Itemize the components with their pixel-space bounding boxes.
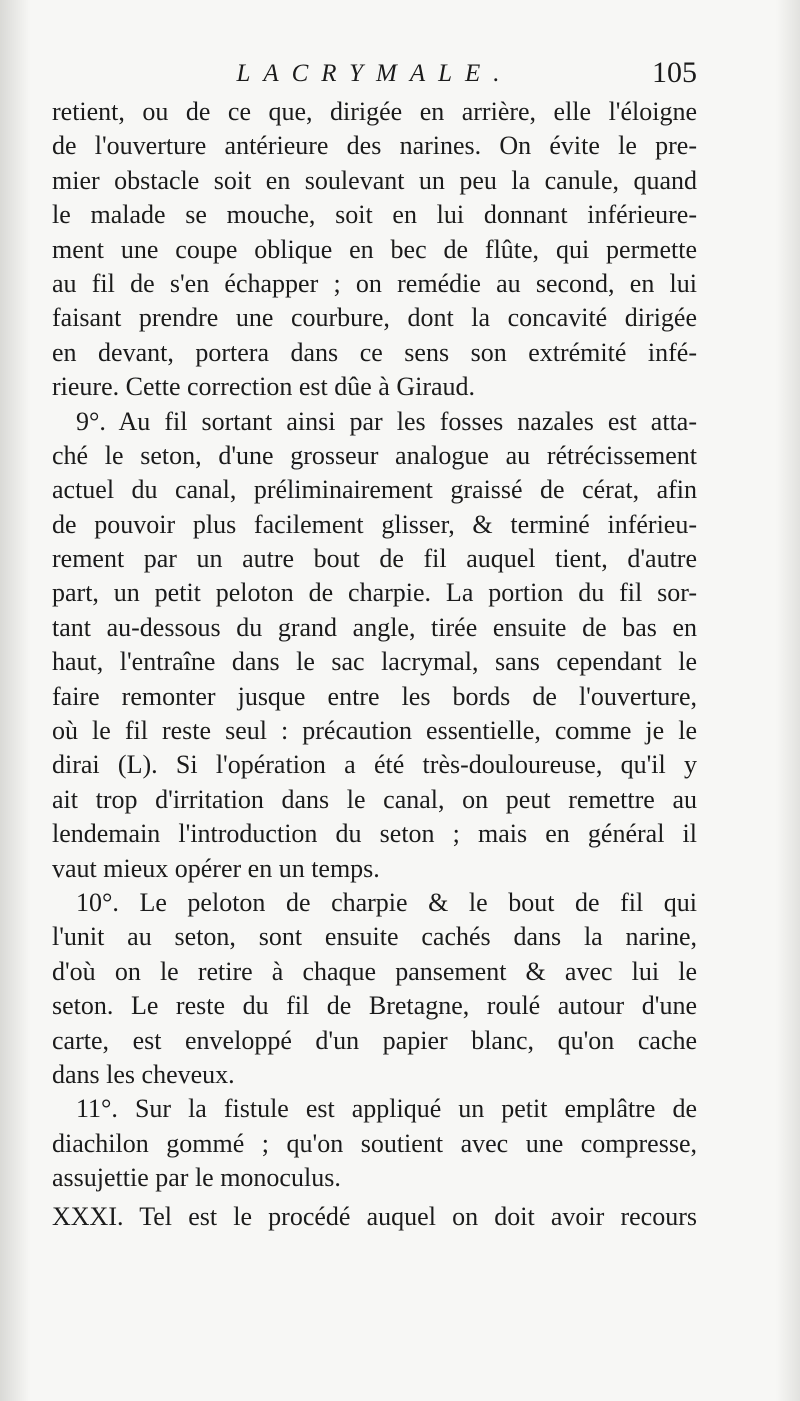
text-line: seton. Le reste du fil de Bretagne, roulé autour d'une	[52, 991, 697, 1021]
text-line: carte, est enveloppé d'un papier blanc, qu'on cache	[52, 1025, 697, 1055]
text-line: lendemain l'introduction du seton ; mais en général il	[52, 819, 697, 849]
text-line: faire remonter jusque entre les bords de l'ouverture,	[52, 681, 697, 711]
text-line: vaut mieux opérer en un temps.	[52, 853, 380, 883]
text-line: XXXI. Tel est le procédé auquel on doit avoir recours	[52, 1201, 697, 1231]
text-line: tant au-dessous du grand angle, tirée ensuite de bas en	[52, 612, 697, 642]
text-line: le malade se mouche, soit en lui donnant inférieure-	[52, 200, 697, 230]
body-text	[52, 95, 697, 1234]
text-line: faisant prendre une courbure, dont la concavité dirigée	[52, 303, 697, 333]
text-line: ait trop d'irritation dans le canal, on peut remettre au	[52, 784, 697, 814]
running-title: LACRYMALE.	[236, 60, 513, 87]
text-line: où le fil reste seul : précaution essentielle, comme je le	[52, 716, 697, 746]
text-line: mier obstacle soit en soulevant un peu la canule, quand	[52, 165, 697, 195]
text-line: 9°. Au fil sortant ainsi par les fosses nazales est atta-	[76, 406, 697, 436]
page-number: 105	[652, 56, 697, 89]
running-head	[52, 56, 697, 94]
text-line: assujettie par le monoculus.	[52, 1163, 341, 1193]
text-line: rement par un autre bout de fil auquel tient, d'autre	[52, 544, 697, 574]
text-line: part, un petit peloton de charpie. La portion du fil sor-	[52, 578, 697, 608]
text-line: 10°. Le peloton de charpie & le bout de fil qui	[76, 887, 697, 917]
text-line: l'unit au seton, sont ensuite cachés dans la narine,	[52, 922, 697, 952]
text-line: de l'ouverture antérieure des narines. On évite le pre-	[52, 131, 697, 161]
text-line: ché le seton, d'une grosseur analogue au rétrécissement	[52, 440, 697, 470]
text-line: en devant, portera dans ce sens son extrémité infé-	[52, 337, 697, 367]
text-line: retient, ou de ce que, dirigée en arrière, elle l'éloigne	[52, 97, 697, 126]
text-line: de pouvoir plus facilement glisser, & terminé inférieu-	[52, 509, 697, 539]
text-line: rieure. Cette correction est dûe à Giraud.	[52, 372, 476, 402]
text-line: d'où on le retire à chaque pansement & avec lui le	[52, 956, 697, 986]
text-line: actuel du canal, préliminairement graissé de cérat, afin	[52, 475, 697, 505]
text-line: 11°. Sur la fistule est appliqué un petit emplâtre de	[76, 1094, 697, 1124]
text-line: au fil de s'en échapper ; on remédie au second, en lui	[52, 268, 697, 298]
text-line: ment une coupe oblique en bec de flûte, qui permette	[52, 234, 697, 264]
text-line: haut, l'entraîne dans le sac lacrymal, sans cependant le	[52, 647, 697, 677]
text-line: diachilon gommé ; qu'on soutient avec une compresse,	[52, 1128, 697, 1158]
text-line: dirai (L). Si l'opération a été très-douloureuse, qu'il y	[52, 750, 697, 780]
text-line: dans les cheveux.	[52, 1059, 235, 1089]
